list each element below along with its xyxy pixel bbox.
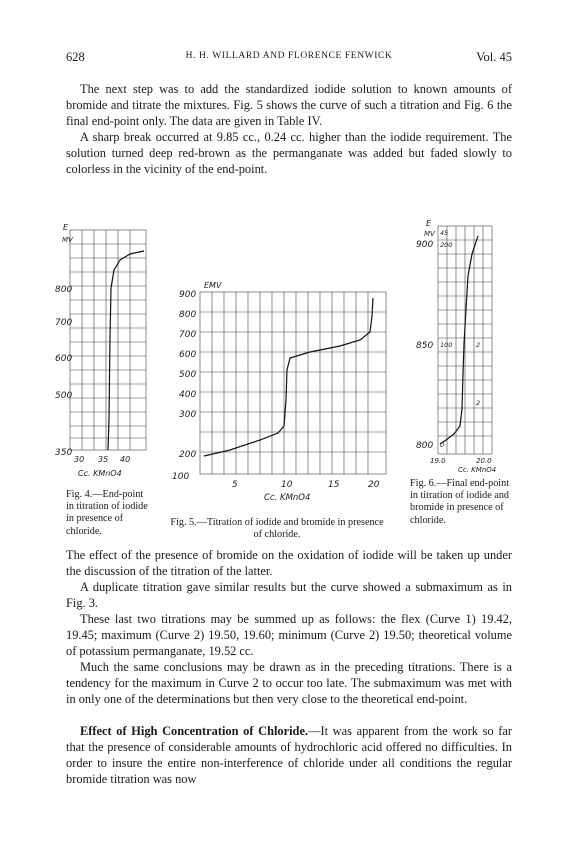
figure-4-y-tick: 500 xyxy=(55,391,73,401)
figure-6-y-label-2: MV xyxy=(424,230,435,238)
figure-4-y-label-1: E xyxy=(63,223,69,232)
figure-6-curve xyxy=(440,236,481,444)
figure-4-x-tick: 35 xyxy=(98,455,109,464)
figure-5-plot xyxy=(160,280,400,510)
running-header xyxy=(66,50,512,68)
figure-5-y-tick: 200 xyxy=(179,450,197,460)
figure-6-plot xyxy=(402,214,504,474)
figure-6-x-tick: 20.0 xyxy=(476,457,492,465)
figure-6-inner-tick: 45 xyxy=(440,229,449,237)
figure-4-caption: Fig. 4.—End-point in titration of iodide in presence of chloride. xyxy=(66,489,148,537)
figure-6-x-tick: 19.0 xyxy=(430,457,446,465)
figure-6-caption: Fig. 6.—Final end-point in titration of iodide and bromide in presence of chloride. xyxy=(410,478,510,526)
figure-4-plot xyxy=(55,218,160,490)
figure-4-x-tick: 30 xyxy=(74,455,85,464)
paragraph-7 xyxy=(66,724,512,788)
figure-4-y-label-2: MV xyxy=(62,236,73,244)
figure-5-y-tick: 300 xyxy=(179,410,197,420)
figure-6-y-tick: 850 xyxy=(416,341,434,351)
figure-6-y-tick: 900 xyxy=(416,240,434,250)
figure-4-y-tick: 800 xyxy=(55,285,73,295)
figure-5-x-label: Cc. KMnO4 xyxy=(264,493,311,503)
figure-5-caption: Fig. 5.—Titration of iodide and bromide in presence of chloride. xyxy=(170,517,384,541)
figure-5-x-tick: 5 xyxy=(232,480,238,490)
figure-5-y-label: EMV xyxy=(204,281,222,290)
figure-4-y-tick: 600 xyxy=(55,354,73,364)
figure-6-x-label: Cc. KMnO4 xyxy=(458,466,497,474)
figure-4-x-label: Cc. KMnO4 xyxy=(78,469,122,478)
paragraph-6: Much the same conclusions may be drawn as in the preceding titrations. There is a tendency for the maximum in Curve 2 to occur too late. The submaximum was met with in only one of the determinations but then very close to the theoretical end-point. xyxy=(66,660,512,706)
figure-6-inner-tick: 0 xyxy=(440,441,445,449)
paragraph-2: A sharp break occurred at 9.85 cc., 0.24 cc. higher than the iodide requirement. The solution turned deep red-brown as the permanganate was added but faded slowly to colorless in the vicinity of the end-point. xyxy=(66,130,512,176)
figure-5-x-tick: 20 xyxy=(368,480,380,490)
figure-4-curve xyxy=(108,251,144,450)
figure-6-inner-tick: 2 xyxy=(476,341,481,349)
figure-5-y-tick: 500 xyxy=(179,370,197,380)
figure-5-y-tick: 900 xyxy=(179,290,197,300)
figure-5-y-tick: 100 xyxy=(172,472,190,482)
page-number: 628 xyxy=(66,50,85,64)
figure-5-y-tick: 600 xyxy=(179,350,197,360)
figure-5-y-tick: 700 xyxy=(179,330,197,340)
figure-6-inner-tick: 200 xyxy=(440,241,453,249)
running-title: H. H. WILLARD AND FLORENCE FENWICK xyxy=(185,51,393,61)
paragraph-5: These last two titrations may be summed up as follows: the flex (Curve 1) 19.42, 19.45; maximum (Curve 2) 19.50, 19.60; minimum (Curve 2) 19.50; theoretical volume of potassium permanganate, 19.52 cc. xyxy=(66,612,512,658)
figure-5-x-tick: 10 xyxy=(281,480,293,490)
figure-4-y-tick: 350 xyxy=(55,448,73,458)
paragraph-7-body: —It was apparent from the work so far that the presence of considerable amounts of hydrochloric acid offered no difficulties. In order to insure the entire non-interference of chloride under all conditions the regular bromide titration was now xyxy=(66,724,513,786)
figure-5-x-tick: 15 xyxy=(328,480,340,490)
figure-6-inner-tick: 100 xyxy=(440,341,453,349)
section-heading: Effect of High Concentration of Chloride. xyxy=(80,724,309,738)
volume-label: Vol. 45 xyxy=(476,50,512,64)
figure-5-y-tick: 400 xyxy=(179,390,197,400)
paragraph-3: The effect of the presence of bromide on the oxidation of iodide will be taken up under the discussion of the titration of the latter. xyxy=(66,548,512,578)
paragraph-1: The next step was to add the standardized iodide solution to known amounts of bromide and titrate the mixtures. Fig. 5 shows the curve of such a titration and Fig. 6 the final end-point only. The data are given in Table IV. xyxy=(66,82,512,128)
paragraph-4: A duplicate titration gave similar results but the curve showed a submaximum as in Fig. 3. xyxy=(66,580,512,610)
figure-4-x-tick: 40 xyxy=(120,455,131,464)
figure-5-y-tick: 800 xyxy=(179,310,197,320)
figure-6-y-label-1: E xyxy=(426,219,432,228)
figure-6-inner-tick: 2 xyxy=(476,399,481,407)
figure-4-y-tick: 700 xyxy=(55,318,73,328)
figure-6-y-tick: 800 xyxy=(416,441,434,451)
